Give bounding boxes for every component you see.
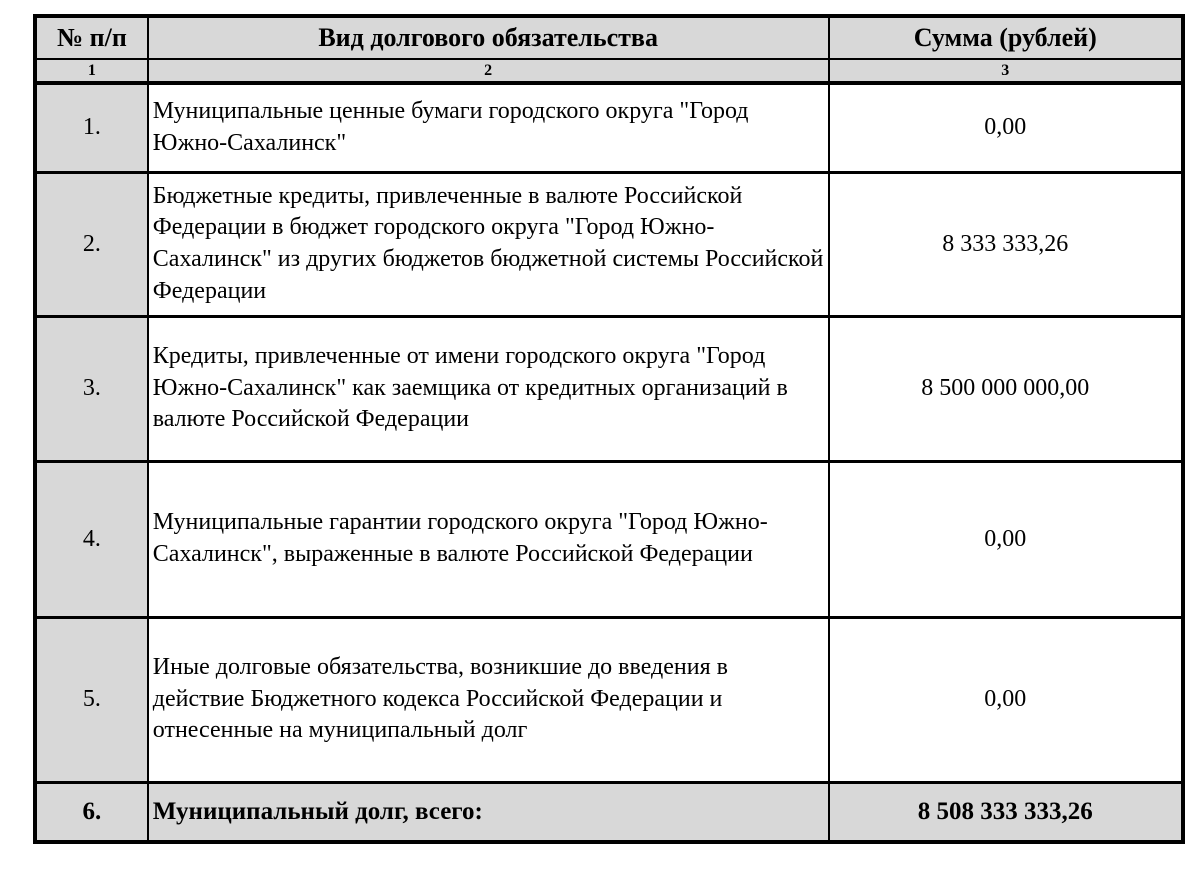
amount-value: 0,00: [829, 461, 1183, 617]
column-number-3: 3: [829, 59, 1183, 83]
amount-value: 8 500 000 000,00: [829, 316, 1183, 461]
column-number-2: 2: [148, 59, 829, 83]
row-number: 5.: [35, 617, 148, 782]
col-header-amount: Сумма (рублей): [829, 16, 1183, 59]
amount-value: 0,00: [829, 83, 1183, 172]
amount-value: 8 333 333,26: [829, 172, 1183, 316]
row-number: 1.: [35, 83, 148, 172]
table-row: [35, 83, 1183, 172]
col-header-obligation-type: Вид долгового обязательства: [148, 16, 829, 59]
obligation-type: Бюджетные кредиты, привлеченные в валюте Российской Федерации в бюджет городского округа "Город Южно-Сахалинск" из других бюджетов бюджетной системы Российской Федерации: [148, 172, 829, 316]
municipal-debt-table: [33, 14, 1185, 844]
total-row: [35, 782, 1183, 842]
row-number: 2.: [35, 172, 148, 316]
table-row: [35, 172, 1183, 316]
table-row: [35, 316, 1183, 461]
total-label: Муниципальный долг, всего:: [148, 782, 829, 842]
obligation-type: Кредиты, привлеченные от имени городского округа "Город Южно-Сахалинск" как заемщика от кредитных организаций в валюте Российской Федерации: [148, 316, 829, 461]
row-number: 3.: [35, 316, 148, 461]
amount-value: 0,00: [829, 617, 1183, 782]
row-number: 6.: [35, 782, 148, 842]
col-header-number: № п/п: [35, 16, 148, 59]
row-number: 4.: [35, 461, 148, 617]
obligation-type: Иные долговые обязательства, возникшие до введения в действие Бюджетного кодекса Российской Федерации и отнесенные на муниципальный долг: [148, 617, 829, 782]
table-header-row: [35, 16, 1183, 59]
obligation-type: Муниципальные ценные бумаги городского округа "Город Южно-Сахалинск": [148, 83, 829, 172]
column-number-1: 1: [35, 59, 148, 83]
table-row: [35, 461, 1183, 617]
obligation-type: Муниципальные гарантии городского округа "Город Южно-Сахалинск", выраженные в валюте Российской Федерации: [148, 461, 829, 617]
table-row: [35, 617, 1183, 782]
total-amount: 8 508 333 333,26: [829, 782, 1183, 842]
column-number-row: [35, 59, 1183, 83]
